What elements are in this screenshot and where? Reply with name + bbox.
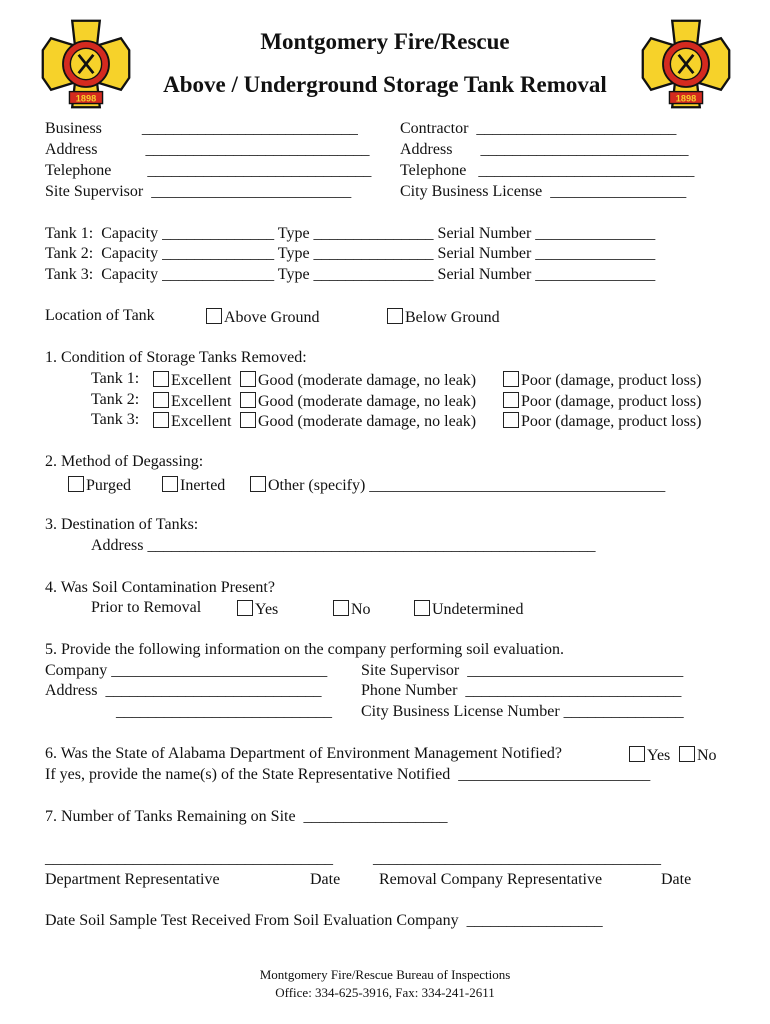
purged-checkbox[interactable] bbox=[68, 476, 84, 492]
other-option[interactable] bbox=[250, 476, 665, 494]
logo-year-left: 1898 bbox=[75, 93, 97, 104]
below-ground-option[interactable] bbox=[387, 308, 500, 326]
q1-tank2-good-option[interactable] bbox=[240, 392, 476, 410]
q1-tank-label: Tank 2: bbox=[91, 391, 140, 408]
prior-to-removal-label: Prior to Removal bbox=[91, 599, 202, 616]
above-ground-label: Above Ground bbox=[224, 309, 320, 326]
removal-company-representative-label: Removal Company Representative bbox=[379, 871, 603, 888]
checkbox[interactable] bbox=[240, 392, 256, 408]
q1-heading: 1. Condition of Storage Tanks Removed: bbox=[45, 349, 307, 366]
q1-tank1-good-option[interactable] bbox=[240, 371, 476, 389]
option-label: No bbox=[697, 747, 717, 764]
evaluation-site-supervisor-field[interactable]: Site Supervisor ___________________________ bbox=[361, 662, 684, 679]
evaluation-phone-field[interactable]: Phone Number ___________________________ bbox=[361, 682, 682, 699]
q1-tank2-poor-option[interactable] bbox=[503, 392, 701, 410]
below-ground-label: Below Ground bbox=[405, 309, 500, 326]
page-title: Montgomery Fire/Rescue bbox=[260, 29, 510, 54]
checkbox[interactable] bbox=[629, 746, 645, 762]
location-label: Location of Tank bbox=[45, 307, 155, 324]
soil-sample-date-field[interactable]: Date Soil Sample Test Received From Soil Evaluation Company _________________ bbox=[45, 912, 603, 929]
inerted-label: Inerted bbox=[180, 477, 226, 494]
q1-tank-label: Tank 1: bbox=[91, 370, 140, 387]
inerted-checkbox[interactable] bbox=[162, 476, 178, 492]
option-label: No bbox=[351, 601, 371, 618]
below-ground-checkbox[interactable] bbox=[387, 308, 403, 324]
checkbox[interactable] bbox=[503, 371, 519, 387]
q3-heading: 3. Destination of Tanks: bbox=[45, 516, 199, 533]
tanks-remaining-field[interactable]: 7. Number of Tanks Remaining on Site __________________ bbox=[45, 808, 448, 825]
state-representative-field[interactable]: If yes, provide the name(s) of the State Representative Notified ________________________ bbox=[45, 766, 651, 783]
option-label: Poor (damage, product loss) bbox=[521, 372, 702, 389]
q4-no-option[interactable] bbox=[333, 600, 371, 618]
option-label: Poor (damage, product loss) bbox=[521, 393, 702, 410]
form-subtitle: Above / Underground Storage Tank Removal bbox=[163, 72, 607, 97]
evaluation-address-field[interactable]: Address ___________________________ bbox=[45, 682, 322, 699]
option-label: Yes bbox=[647, 747, 671, 764]
q1-tank3-excellent-option[interactable] bbox=[153, 412, 231, 430]
department-signature-line[interactable]: ____________________________________ bbox=[45, 850, 333, 867]
removal-company-signature-line[interactable]: ____________________________________ bbox=[373, 850, 661, 867]
q6-no-option[interactable] bbox=[679, 746, 717, 764]
q1-tank1-excellent-option[interactable] bbox=[153, 371, 231, 389]
option-label: Good (moderate damage, no leak) bbox=[258, 393, 477, 410]
option-label: Excellent bbox=[171, 372, 232, 389]
checkbox[interactable] bbox=[153, 412, 169, 428]
department-date-label: Date bbox=[310, 871, 341, 888]
q1-tank1-poor-option[interactable] bbox=[503, 371, 701, 389]
q6-question: 6. Was the State of Alabama Department of Environment Management Notified? bbox=[45, 745, 562, 762]
option-label: Good (moderate damage, no leak) bbox=[258, 413, 477, 430]
option-label: Good (moderate damage, no leak) bbox=[258, 372, 477, 389]
removal-date-label: Date bbox=[661, 871, 692, 888]
contractor-field[interactable]: Contractor _________________________ bbox=[400, 120, 677, 137]
address-field[interactable]: Address ____________________________ bbox=[45, 141, 370, 158]
site-supervisor-field[interactable]: Site Supervisor _________________________ bbox=[45, 183, 352, 200]
other-label: Other (specify) _____________________________________ bbox=[268, 477, 666, 494]
q1-tank2-excellent-option[interactable] bbox=[153, 392, 231, 410]
option-label: Poor (damage, product loss) bbox=[521, 413, 702, 430]
checkbox[interactable] bbox=[237, 600, 253, 616]
checkbox[interactable] bbox=[153, 392, 169, 408]
option-label: Yes bbox=[255, 601, 279, 618]
option-label: Excellent bbox=[171, 393, 232, 410]
checkbox[interactable] bbox=[414, 600, 430, 616]
checkbox[interactable] bbox=[333, 600, 349, 616]
checkbox[interactable] bbox=[503, 412, 519, 428]
option-label: Excellent bbox=[171, 413, 232, 430]
purged-label: Purged bbox=[86, 477, 132, 494]
purged-option[interactable] bbox=[68, 476, 131, 494]
checkbox[interactable] bbox=[240, 371, 256, 387]
evaluation-license-field[interactable]: City Business License Number _______________ bbox=[361, 703, 684, 720]
city-business-license-field[interactable]: City Business License _________________ bbox=[400, 183, 687, 200]
tank-3-fields[interactable]: Tank 3: Capacity ______________ Type _______________ Serial Number _______________ bbox=[45, 266, 656, 283]
checkbox[interactable] bbox=[679, 746, 695, 762]
tank-1-fields[interactable]: Tank 1: Capacity ______________ Type _______________ Serial Number _______________ bbox=[45, 225, 656, 242]
department-representative-label: Department Representative bbox=[45, 871, 220, 888]
evaluation-address-line2-field[interactable]: ___________________________ bbox=[116, 703, 332, 720]
checkbox[interactable] bbox=[503, 392, 519, 408]
q4-undetermined-option[interactable] bbox=[414, 600, 524, 618]
evaluation-company-field[interactable]: Company ___________________________ bbox=[45, 662, 328, 679]
q5-heading: 5. Provide the following information on the company performing soil evaluation. bbox=[45, 641, 565, 658]
q4-heading: 4. Was Soil Contamination Present? bbox=[45, 579, 275, 596]
contractor-address-field[interactable]: Address __________________________ bbox=[400, 141, 689, 158]
destination-address-field[interactable]: Address ________________________________________________________ bbox=[91, 537, 596, 554]
q1-tank3-poor-option[interactable] bbox=[503, 412, 701, 430]
above-ground-option[interactable] bbox=[206, 308, 320, 326]
q2-heading: 2. Method of Degassing: bbox=[45, 453, 204, 470]
tank-2-fields[interactable]: Tank 2: Capacity ______________ Type _______________ Serial Number _______________ bbox=[45, 245, 656, 262]
footer-bureau: Montgomery Fire/Rescue Bureau of Inspections bbox=[259, 967, 511, 982]
above-ground-checkbox[interactable] bbox=[206, 308, 222, 324]
footer-contact: Office: 334-625-3916, Fax: 334-241-2611 bbox=[275, 985, 495, 1000]
q1-tank3-good-option[interactable] bbox=[240, 412, 476, 430]
q1-tank-label: Tank 3: bbox=[91, 411, 140, 428]
inerted-option[interactable] bbox=[162, 476, 225, 494]
q6-yes-option[interactable] bbox=[629, 746, 670, 764]
contractor-telephone-field[interactable]: Telephone ___________________________ bbox=[400, 162, 695, 179]
logo-year-right: 1898 bbox=[675, 93, 697, 104]
other-checkbox[interactable] bbox=[250, 476, 266, 492]
telephone-field[interactable]: Telephone ____________________________ bbox=[45, 162, 372, 179]
business-field[interactable]: Business ___________________________ bbox=[45, 120, 358, 137]
checkbox[interactable] bbox=[153, 371, 169, 387]
checkbox[interactable] bbox=[240, 412, 256, 428]
option-label: Undetermined bbox=[432, 601, 524, 618]
q4-yes-option[interactable] bbox=[237, 600, 278, 618]
